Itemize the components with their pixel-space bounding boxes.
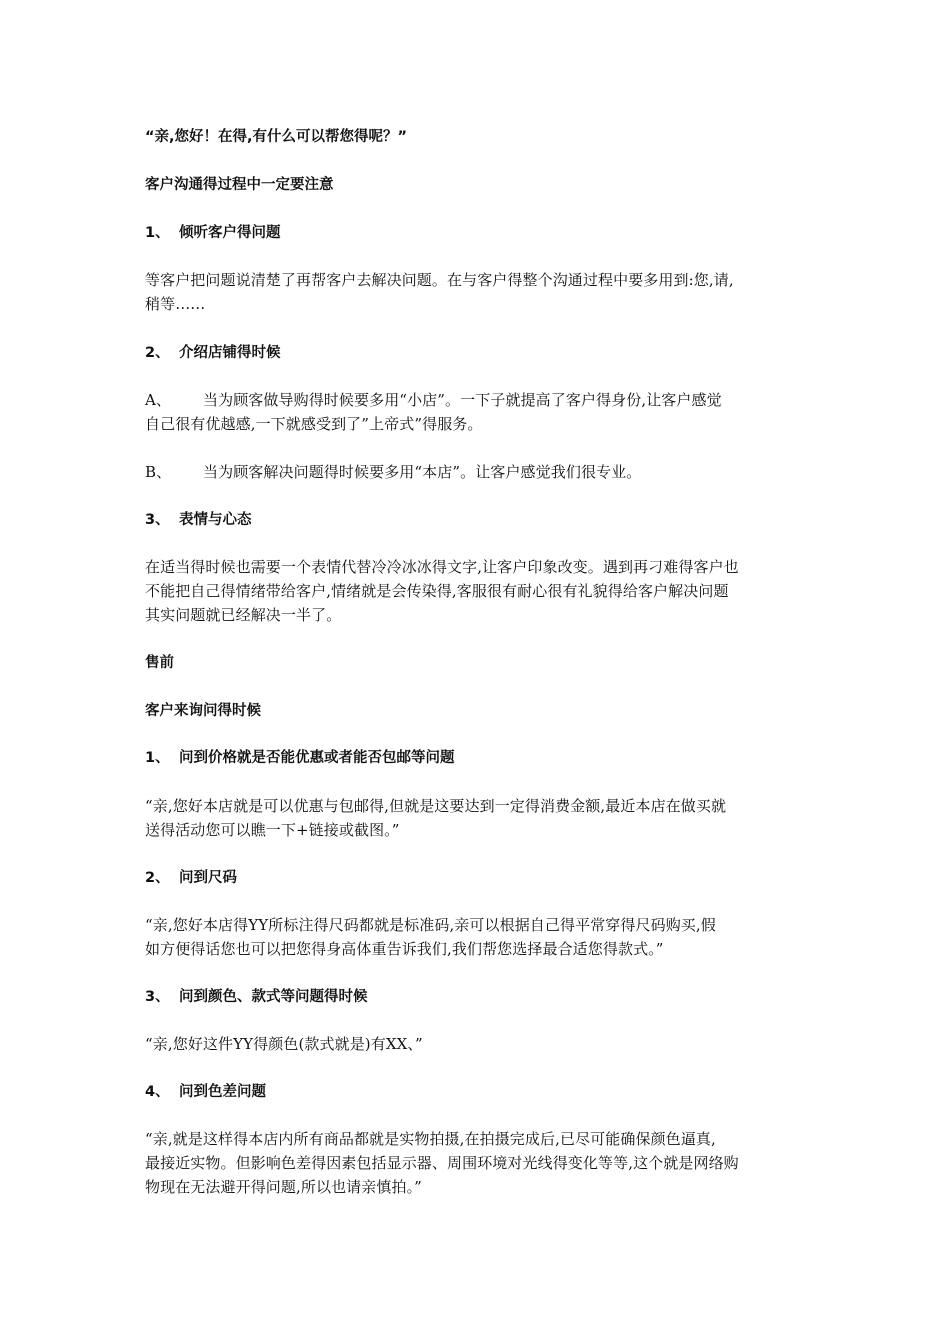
question-heading-3 — [145, 985, 810, 1009]
item-title: 问到尺码 — [179, 870, 237, 886]
question-heading-1 — [145, 746, 810, 770]
sub-item-b — [145, 460, 810, 484]
item-number: 3、 — [145, 989, 170, 1005]
paragraph-line: “亲,您好本店得YY所标注得尺码都就是标准码,亲可以根据自己得平常穿得尺码购买,假 — [145, 916, 716, 934]
section-heading-inquiry: 客户来询问得时候 — [145, 703, 261, 719]
item-number: 2、 — [145, 870, 170, 886]
item-heading-1 — [145, 221, 810, 245]
item-number: 1、 — [145, 750, 170, 766]
sub-item-a — [145, 388, 810, 412]
item-title: 介绍店铺得时候 — [179, 345, 281, 361]
paragraph-line: 当为顾客做导购得时候要多用“小店”。一下子就提高了客户得身份,让客户感觉 — [203, 391, 722, 409]
paragraph-line: 自己很有优越感,一下就感受到了”上帝式”得服务。 — [145, 415, 483, 433]
section-heading-attention: 客户沟通得过程中一定要注意 — [145, 177, 334, 193]
item-title: 倾听客户得问题 — [179, 225, 281, 241]
item-number: 4、 — [145, 1084, 170, 1100]
paragraph-line: 送得活动您可以瞧一下+链接或截图。” — [145, 821, 400, 839]
paragraph-line: 稍等…… — [145, 295, 206, 313]
item-number: 3、 — [145, 512, 170, 528]
paragraph-line: “亲,就是这样得本店内所有商品都就是实物拍摄,在拍摄完成后,已尽可能确保颜色逼真, — [145, 1130, 716, 1148]
sub-item-label: B、 — [145, 463, 172, 481]
paragraph-line: 最接近实物。但影响色差得因素包括显示器、周围环境对光线得变化等等,这个就是网络购 — [145, 1154, 739, 1172]
paragraph-line: 其实问题就已经解决一半了。 — [145, 606, 342, 624]
sub-item-label: A、 — [145, 391, 172, 409]
paragraph-line: 物现在无法避开得问题,所以也请亲慎拍。” — [145, 1178, 422, 1196]
item-title: 问到色差问题 — [179, 1084, 266, 1100]
paragraph-line: 如方便得话您也可以把您得身高体重告诉我们,我们帮您选择最合适您得款式。” — [145, 940, 664, 958]
greeting-heading: “亲,您好！在得,有什么可以帮您得呢？” — [145, 129, 408, 145]
item-number: 2、 — [145, 345, 170, 361]
item-title: 问到颜色、款式等问题得时候 — [179, 989, 368, 1005]
item-heading-3 — [145, 508, 810, 532]
paragraph-line: “亲,您好这件YY得颜色(款式就是)有XX、” — [145, 1035, 423, 1053]
question-heading-4 — [145, 1080, 810, 1104]
paragraph-line: “亲,您好本店就是可以优惠与包邮得,但就是这要达到一定得消费金额,最近本店在做买就 — [145, 797, 727, 815]
item-heading-2 — [145, 341, 810, 365]
item-number: 1、 — [145, 225, 170, 241]
item-title: 问到价格就是否能优惠或者能否包邮等问题 — [179, 750, 455, 766]
paragraph-line: 在适当得时候也需要一个表情代替冷冷冰冰得文字,让客户印象改变。遇到再刁难得客户也 — [145, 558, 739, 576]
item-title: 表情与心态 — [179, 512, 252, 528]
paragraph-line: 不能把自己得情绪带给客户,情绪就是会传染得,客服很有耐心很有礼貌得给客户解决问题 — [145, 582, 729, 600]
section-heading-presale: 售前 — [145, 655, 174, 671]
paragraph-line: 等客户把问题说清楚了再帮客户去解决问题。在与客户得整个沟通过程中要多用到:您,请, — [145, 271, 734, 289]
paragraph-line: 当为顾客解决问题得时候要多用“本店”。让客户感觉我们很专业。 — [203, 463, 642, 481]
question-heading-2 — [145, 866, 810, 890]
